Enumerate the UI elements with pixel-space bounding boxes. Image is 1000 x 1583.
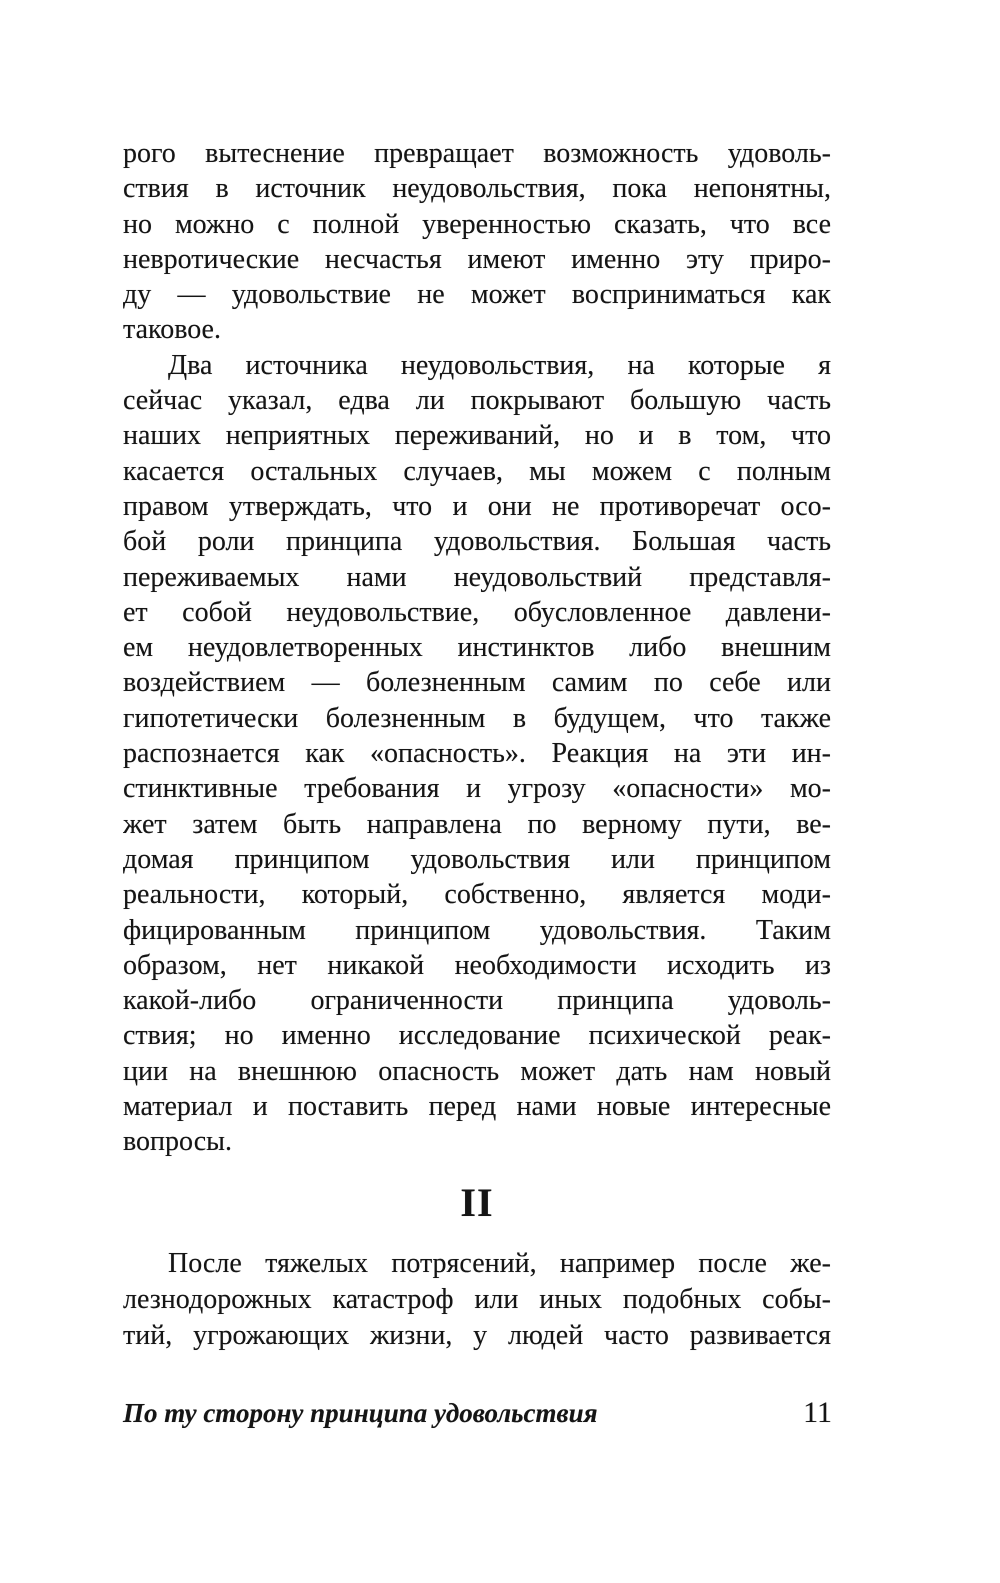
text-line: фицированным принципом удовольствия. Таким bbox=[123, 914, 831, 946]
page-number: 11 bbox=[803, 1396, 832, 1429]
text-line: правом утверждать, что и они не противоречат осо- bbox=[123, 490, 831, 522]
text-line: невротические несчастья имеют именно эту приро- bbox=[123, 243, 831, 275]
paragraph bbox=[123, 1246, 831, 1354]
text-line: касается остальных случаев, мы можем с полным bbox=[123, 455, 831, 487]
text-line: ем неудовлетворенных инстинктов либо внешним bbox=[123, 632, 831, 664]
text-line: распознается как «опасность». Реакция на эти ин- bbox=[123, 738, 831, 770]
text-line: стинктивные требования и угрозу «опасности» мо- bbox=[123, 773, 831, 805]
text-line: лезнодорожных катастроф или иных подобных собы- bbox=[123, 1283, 831, 1315]
text-line: рого вытеснение превращает возможность удоволь- bbox=[123, 138, 831, 169]
text-line: воздействием — болезненным самим по себе или bbox=[123, 667, 831, 699]
text-line: материал и поставить перед нами новые интересные bbox=[123, 1091, 831, 1123]
text-line: жет затем быть направлена по верному пути, ве- bbox=[123, 808, 831, 840]
text-line: но можно с полной уверенностью сказать, что все bbox=[123, 208, 831, 240]
running-footer bbox=[123, 1396, 832, 1430]
paragraph-continuation bbox=[123, 136, 831, 348]
section-heading: II bbox=[460, 1179, 494, 1225]
text-line: Два источника неудовольствия, на которые я bbox=[168, 349, 831, 381]
text-line: гипотетически болезненным в будущем, что также bbox=[123, 702, 831, 734]
running-title: По ту сторону принципа удовольствия bbox=[123, 1398, 598, 1428]
text-line: реальности, который, собственно, является моди- bbox=[123, 879, 831, 911]
text-line: какой-либо ограниченности принципа удоволь- bbox=[123, 985, 831, 1017]
text-line: таковое. bbox=[123, 314, 221, 346]
text-line: образом, нет никакой необходимости исходить из bbox=[123, 949, 831, 981]
text-line: ду — удовольствие не может восприниматься как bbox=[123, 279, 831, 311]
text-line: ции на внешнюю опасность может дать нам новый bbox=[123, 1055, 831, 1087]
text-line: сейчас указал, едва ли покрывают большую часть bbox=[123, 385, 831, 417]
text-line: переживаемых нами неудовольствий представля- bbox=[123, 561, 831, 593]
text-line: ствия; но именно исследование психической реак- bbox=[123, 1020, 831, 1052]
text-line: бой роли принципа удовольствия. Большая часть bbox=[123, 526, 831, 558]
text-line: вопросы. bbox=[123, 1126, 232, 1158]
paragraph bbox=[123, 348, 831, 1160]
text-line: наших неприятных переживаний, но и в том, что bbox=[123, 420, 831, 452]
text-line: После тяжелых потрясений, например после же- bbox=[168, 1247, 831, 1279]
text-line: домая принципом удовольствия или принципом bbox=[123, 843, 831, 875]
text-line: тий, угрожающих жизни, у людей часто развивается bbox=[123, 1319, 831, 1351]
text-line: ствия в источник неудовольствия, пока непонятны, bbox=[123, 173, 831, 205]
text-line: ет собой неудовольствие, обусловленное давлени- bbox=[123, 596, 831, 628]
page-text-column bbox=[123, 136, 831, 1354]
